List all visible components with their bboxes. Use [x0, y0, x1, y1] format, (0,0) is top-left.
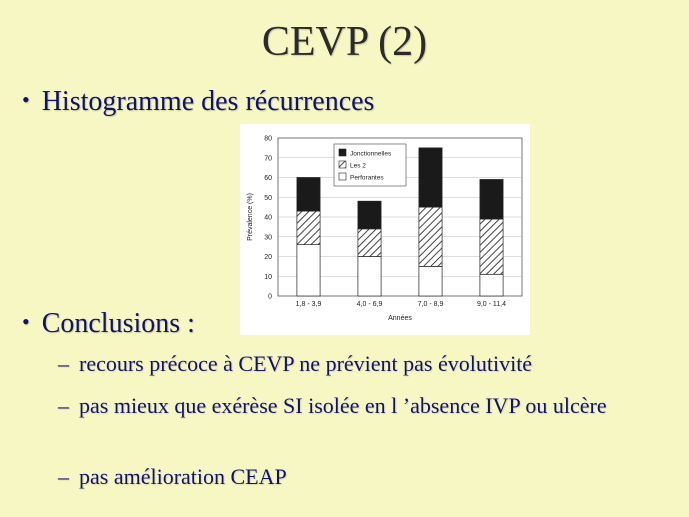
bar-segment	[419, 266, 442, 296]
y-tick-label: 60	[264, 175, 272, 182]
bullet-dot-icon: •	[22, 87, 30, 112]
conclusion-item	[58, 349, 678, 379]
legend-label: Perforantes	[350, 174, 384, 182]
legend-swatch	[339, 173, 346, 180]
legend-swatch	[339, 161, 346, 168]
dash-icon: –	[58, 351, 69, 376]
conclusion-text: pas mieux que exérèse SI isolée en l ’absence IVP ou ulcère	[79, 393, 607, 418]
y-tick-label: 10	[264, 273, 272, 281]
bullet-histogram-text: Histogramme des récurrences	[41, 86, 375, 117]
x-tick-label: 7,0 - 8,9	[417, 301, 444, 308]
bar-segment	[297, 245, 320, 296]
bar-segment	[297, 178, 320, 212]
bullet-dot-icon: •	[22, 309, 30, 334]
bar-segment	[358, 257, 381, 297]
bullet-conclusions-text: Conclusions :	[41, 308, 195, 339]
conclusion-text: pas amélioration CEAP	[79, 464, 287, 489]
bar-segment	[358, 201, 381, 229]
legend-label: Jonctionnelles	[350, 150, 392, 158]
bar-segment	[480, 274, 503, 296]
bar-segment	[480, 179, 503, 219]
chart-svg	[240, 124, 530, 335]
legend-swatch	[339, 149, 346, 156]
bar-segment	[480, 219, 503, 274]
y-axis-label: Prévalence (%)	[247, 193, 254, 241]
slide-title: CEVP (2)	[261, 19, 428, 65]
y-tick-label: 0	[268, 293, 272, 301]
x-tick-label: 4,0 - 6,9	[356, 301, 383, 308]
bar-segment	[419, 207, 442, 266]
dash-icon: –	[58, 393, 69, 418]
y-tick-label: 20	[264, 254, 272, 261]
y-tick-label: 70	[264, 155, 272, 163]
conclusion-text: recours précoce à CEVP ne prévient pas évolutivité	[79, 351, 533, 376]
bullet-histogram	[22, 86, 374, 118]
x-axis-label: Années	[388, 315, 412, 322]
recurrence-chart	[240, 124, 530, 335]
bar-segment	[297, 211, 320, 245]
x-tick-label: 9,0 - 11,4	[476, 301, 507, 308]
bullet-conclusions	[22, 308, 195, 340]
x-tick-label: 1,8 - 3,9	[295, 301, 322, 308]
y-tick-label: 40	[264, 214, 272, 222]
y-tick-label: 80	[264, 135, 272, 143]
conclusion-item	[58, 391, 618, 421]
dash-icon: –	[58, 464, 69, 489]
y-tick-label: 30	[264, 234, 272, 242]
y-tick-label: 50	[264, 194, 272, 202]
legend-label: Les 2	[350, 162, 366, 170]
bar-segment	[419, 148, 442, 207]
bar-segment	[358, 229, 381, 257]
conclusion-item	[58, 462, 678, 492]
